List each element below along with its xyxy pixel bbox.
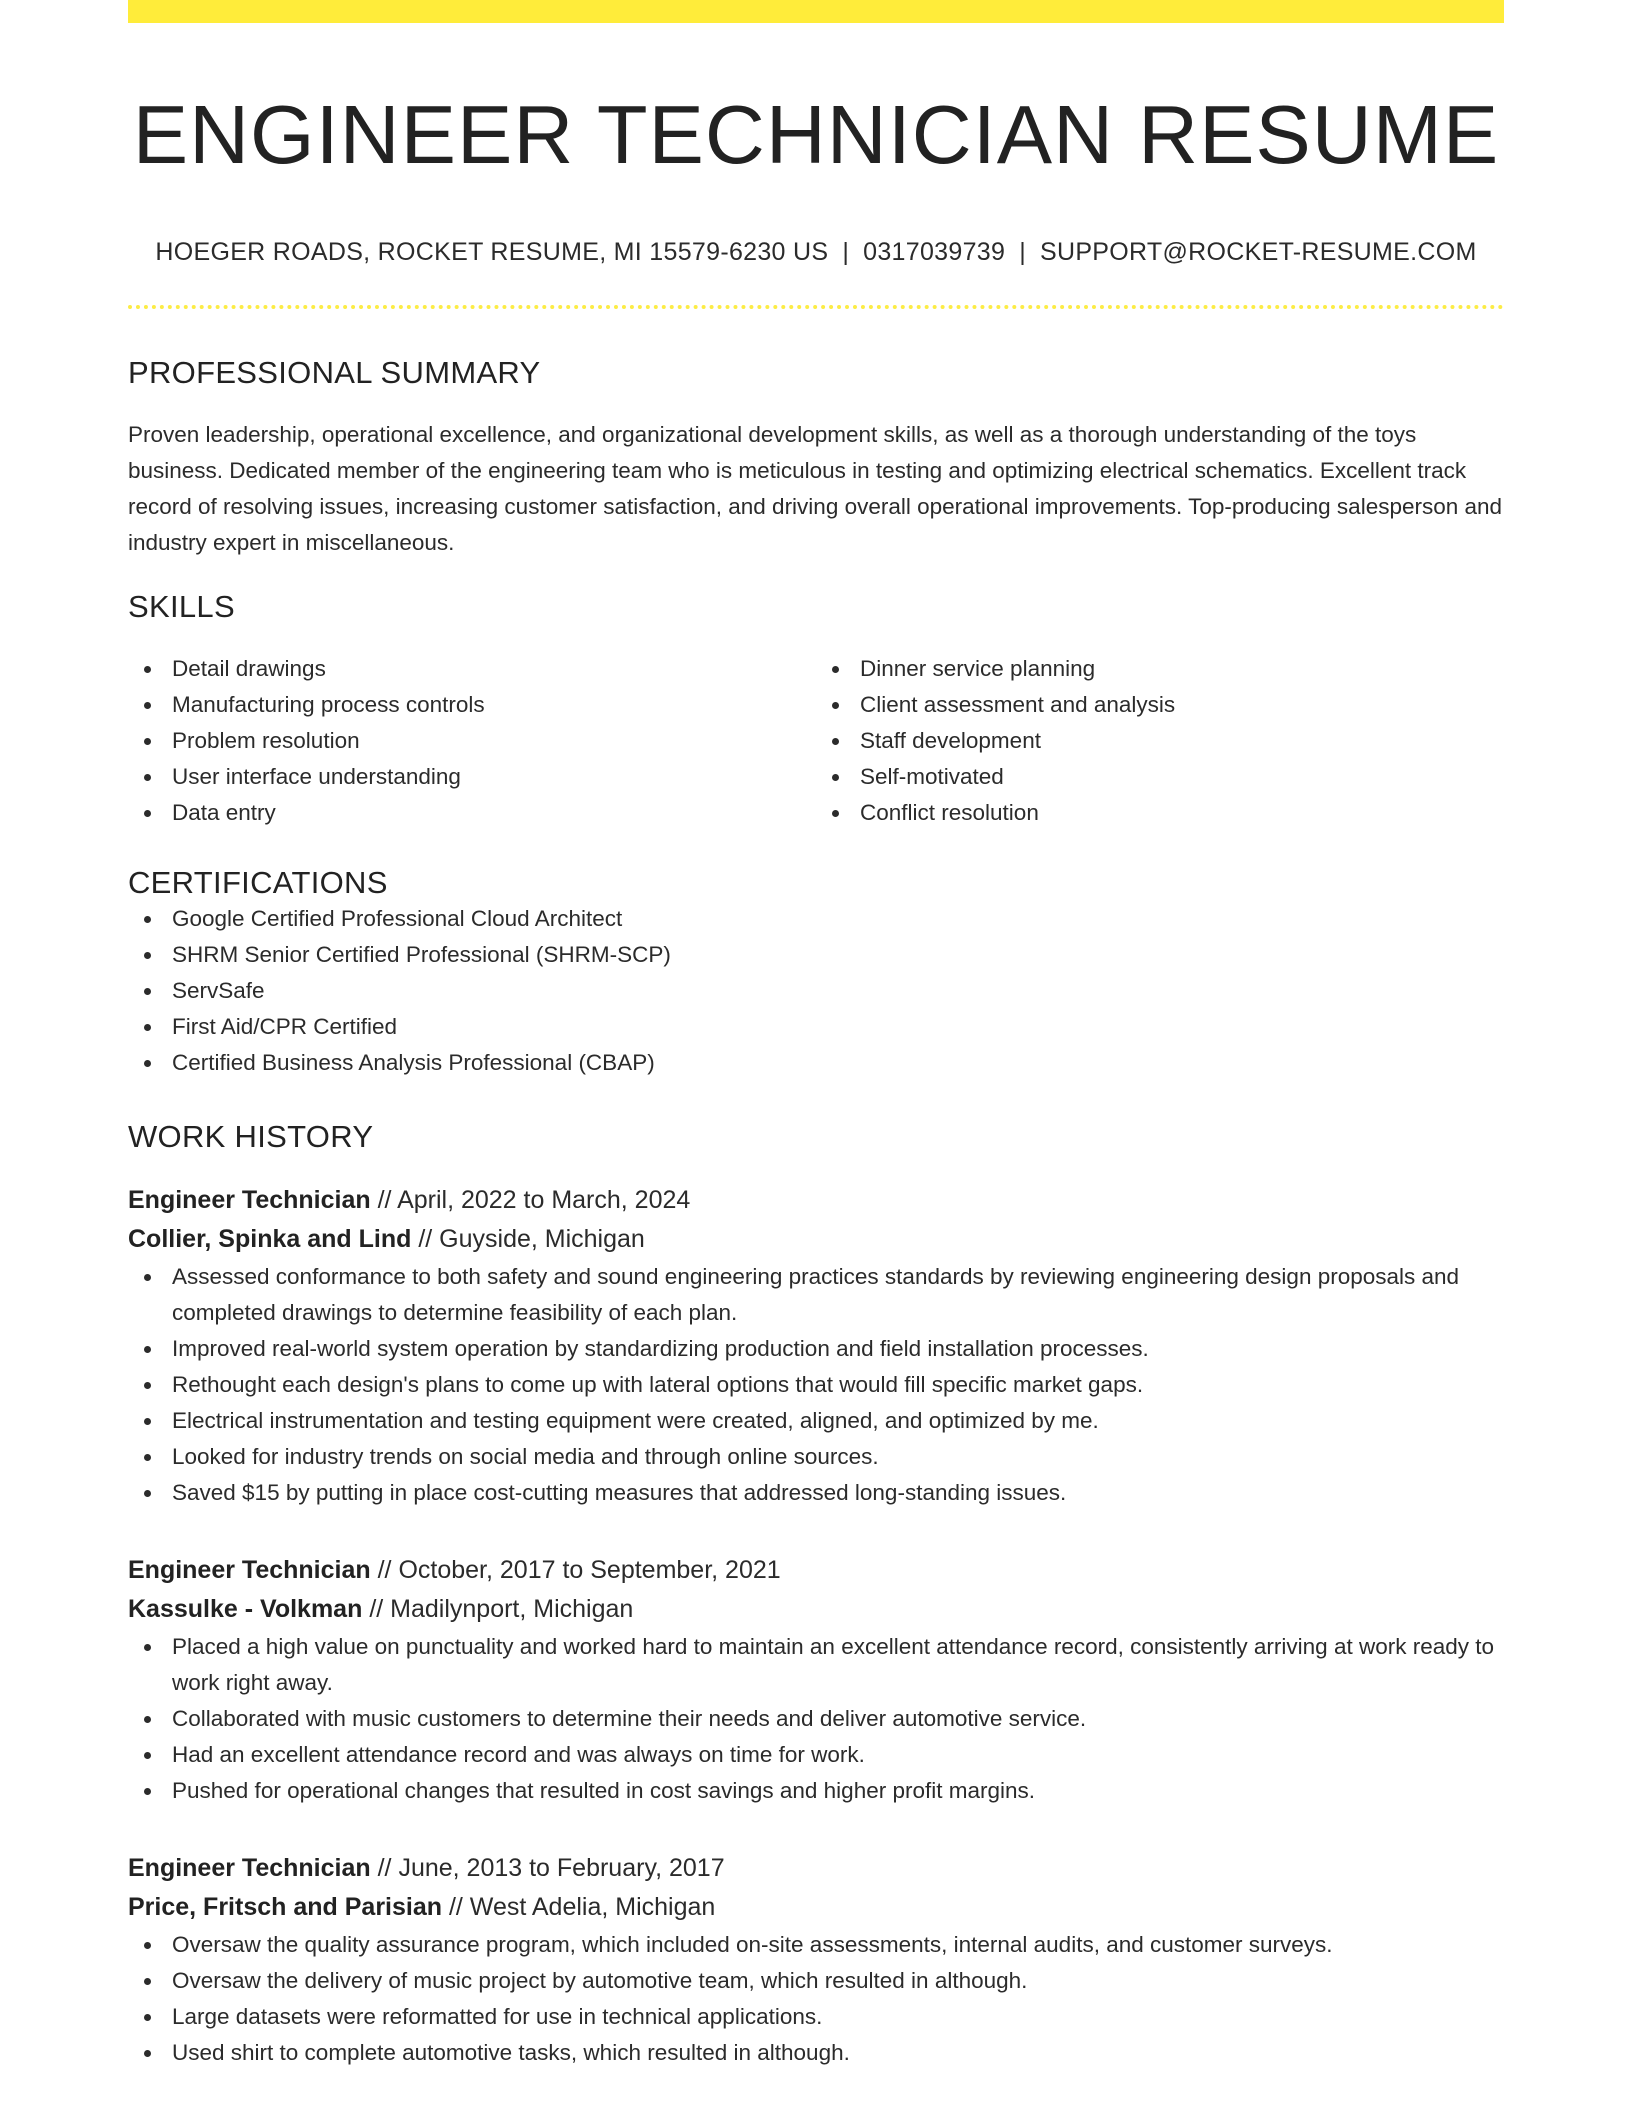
job-duty: Pushed for operational changes that resulted in cost savings and higher profit margins. (128, 1773, 1504, 1809)
job-company-line (128, 1888, 1504, 1927)
accent-top-bar (128, 0, 1504, 23)
job-duty: Oversaw the delivery of music project by automotive team, which resulted in although. (128, 1963, 1504, 1999)
certification-item: Certified Business Analysis Professional (CBAP) (128, 1045, 1504, 1081)
job-duty: Rethought each design's plans to come up with lateral options that would fill specific market gaps. (128, 1367, 1504, 1403)
job-duty: Large datasets were reformatted for use in technical applications. (128, 1999, 1504, 2035)
summary-heading: PROFESSIONAL SUMMARY (128, 355, 541, 391)
skill-item: Detail drawings (128, 651, 816, 687)
skill-item: Conflict resolution (816, 795, 1504, 831)
job-duty: Placed a high value on punctuality and worked hard to maintain an excellent attendance record, consistently arriving at work ready to work right away. (128, 1629, 1504, 1701)
job-location: // West Adelia, Michigan (448, 1893, 716, 1922)
job-duty: Oversaw the quality assurance program, which included on-site assessments, internal audits, and customer surveys. (128, 1927, 1504, 1963)
skill-item: Self-motivated (816, 759, 1504, 795)
certification-item: SHRM Senior Certified Professional (SHRM-SCP) (128, 937, 1504, 973)
job-company-line (128, 1590, 1504, 1629)
contact-address: HOEGER ROADS, ROCKET RESUME, MI 15579-6230 US (155, 238, 829, 267)
job-duties (128, 1927, 1504, 2071)
job-role-line (128, 1181, 1504, 1220)
skill-item: User interface understanding (128, 759, 816, 795)
certifications-heading: CERTIFICATIONS (128, 865, 388, 901)
skill-item: Problem resolution (128, 723, 816, 759)
skill-item: Manufacturing process controls (128, 687, 816, 723)
skills-heading: SKILLS (128, 589, 235, 625)
job-duty: Improved real-world system operation by standardizing production and field installation processes. (128, 1331, 1504, 1367)
contact-phone: 0317039739 (863, 238, 1006, 267)
job-dates: // October, 2017 to September, 2021 (377, 1556, 781, 1585)
skills-list (128, 651, 1504, 831)
job-duties (128, 1629, 1504, 1809)
contact-separator: | (1019, 238, 1026, 267)
job-location: // Guyside, Michigan (418, 1225, 645, 1254)
resume-title: ENGINEER TECHNICIAN RESUME (132, 88, 1500, 181)
job-role: Engineer Technician (128, 1186, 371, 1215)
work-history-heading: WORK HISTORY (128, 1119, 374, 1155)
skill-item: Client assessment and analysis (816, 687, 1504, 723)
job-location: // Madilynport, Michigan (369, 1595, 634, 1624)
certification-item: ServSafe (128, 973, 1504, 1009)
skill-item: Dinner service planning (816, 651, 1504, 687)
contact-separator: | (842, 238, 850, 267)
skill-item: Data entry (128, 795, 816, 831)
job-role: Engineer Technician (128, 1556, 371, 1585)
job-duty: Collaborated with music customers to determine their needs and deliver automotive service. (128, 1701, 1504, 1737)
job-duty: Had an excellent attendance record and was always on time for work. (128, 1737, 1504, 1773)
job-duty: Saved $15 by putting in place cost-cutting measures that addressed long-standing issues. (128, 1475, 1504, 1511)
resume-page (128, 0, 1504, 2112)
job-dates: // June, 2013 to February, 2017 (377, 1854, 725, 1883)
contact-email[interactable]: SUPPORT@ROCKET-RESUME.COM (1039, 238, 1477, 267)
job-entry (128, 1849, 1504, 2071)
job-company: Collier, Spinka and Lind (128, 1225, 412, 1254)
certification-item: First Aid/CPR Certified (128, 1009, 1504, 1045)
job-duty: Used shirt to complete automotive tasks, which resulted in although. (128, 2035, 1504, 2071)
job-role: Engineer Technician (128, 1854, 371, 1883)
contact-line (128, 238, 1504, 267)
job-company: Kassulke - Volkman (128, 1595, 363, 1624)
job-company: Price, Fritsch and Parisian (128, 1893, 443, 1922)
summary-text: Proven leadership, operational excellence, and organizational development skills, as well as a thorough understanding of the toys business. Dedicated member of the engineering team who is meticulous in testing and optimizing electrical schematics. Excellent track record of resolving issues, increasing customer satisfaction, and driving overall operational improvements. Top-producing salesperson and industry expert in miscellaneous. (128, 422, 1503, 556)
job-duty: Looked for industry trends on social media and through online sources. (128, 1439, 1504, 1475)
certifications-list (128, 901, 1504, 1081)
job-duty: Assessed conformance to both safety and sound engineering practices standards by reviewing engineering design proposals and completed drawings to determine feasibility of each plan. (128, 1259, 1504, 1331)
certification-item: Google Certified Professional Cloud Architect (128, 901, 1504, 937)
skill-item: Staff development (816, 723, 1504, 759)
job-dates: // April, 2022 to March, 2024 (377, 1186, 691, 1215)
dotted-divider (128, 305, 1504, 309)
job-role-line (128, 1849, 1504, 1888)
job-entry (128, 1181, 1504, 1511)
skills-column-right (816, 651, 1504, 831)
job-duties (128, 1259, 1504, 1511)
job-duty: Electrical instrumentation and testing equipment were created, aligned, and optimized by me. (128, 1403, 1504, 1439)
job-role-line (128, 1551, 1504, 1590)
job-company-line (128, 1220, 1504, 1259)
job-entry (128, 1551, 1504, 1809)
skills-column-left (128, 651, 816, 831)
